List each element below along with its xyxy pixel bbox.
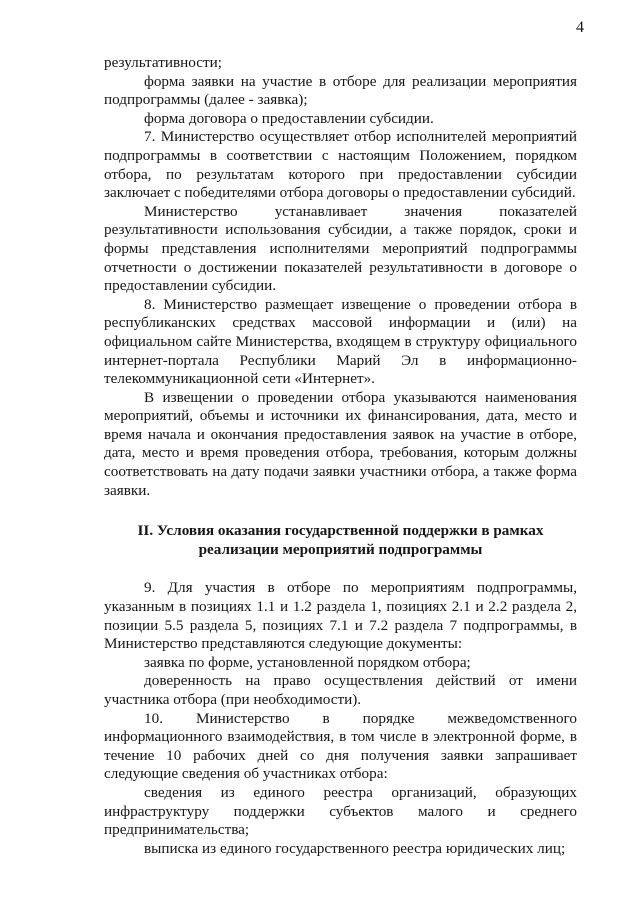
paragraph: 9. Для участия в отборе по мероприятиям подпрограммы, указанным в позициях 1.1 и 1.2 раздела 1, позициях 2.1 и 2.2 раздела 2, позиции 5.5 раздела 5, позициях 7.1 и 7.2 раздела 7 подпрограммы, в Министерство представляются следующие документы:	[104, 579, 577, 653]
paragraph: форма заявки на участие в отборе для реализации мероприятия подпрограммы (далее - заявка);	[104, 72, 577, 109]
paragraph: сведения из единого реестра организаций, образующих инфраструктуру поддержки субъектов малого и среднего предпринимательства;	[104, 783, 577, 839]
page-number: 4	[576, 19, 584, 36]
paragraph: В извещении о проведении отбора указываются наименования мероприятий, объемы и источники их финансирования, дата, место и время начала и окончания предоставления заявок на участие в отборе, дата, место и время проведения отбора, требования, которым должны соответствовать на дату подачи заявки участники отбора, а также форма заявки.	[104, 388, 577, 499]
paragraph: Министерство устанавливает значения показателей результативности использования субсидии, а также порядок, сроки и формы представления исполнителями мероприятий подпрограммы отчетности о достижении показателей результативности в договоре о предоставлении субсидии.	[104, 202, 577, 295]
section-heading	[104, 522, 577, 559]
paragraph: 7. Министерство осуществляет отбор исполнителей мероприятий подпрограммы в соответствии с настоящим Положением, порядком отбора, по результатам которого при предоставлении субсидии заключает с победителями отбора договоры о предоставлении субсидий.	[104, 128, 577, 202]
paragraph: выписка из единого государственного реестра юридических лиц;	[144, 839, 566, 857]
document-body	[104, 54, 577, 858]
paragraph: 8. Министерство размещает извещение о проведении отбора в республиканских средствах массовой информации и (или) на официальном сайте Министерства, входящем в структуру официального интернет-портала Республики Марий Эл в информационно-телекоммуникационной сети «Интернет».	[104, 295, 577, 388]
paragraph: 10. Министерство в порядке межведомственного информационного взаимодействия, в том числе в электронной форме, в течение 10 рабочих дней со дня получения заявки запрашивает следующие сведения об участниках отбора:	[104, 709, 577, 783]
paragraph: форма договора о предоставлении субсидии.	[144, 109, 434, 127]
paragraph: доверенность на право осуществления действий от имени участника отбора (при необходимости).	[104, 672, 577, 708]
paragraph: заявка по форме, установленной порядком отбора;	[144, 653, 471, 671]
section-heading-line: II. Условия оказания государственной поддержки в рамках	[137, 522, 544, 540]
section-heading-line: реализации мероприятий подпрограммы	[198, 540, 483, 558]
paragraph: результативности;	[104, 54, 222, 71]
